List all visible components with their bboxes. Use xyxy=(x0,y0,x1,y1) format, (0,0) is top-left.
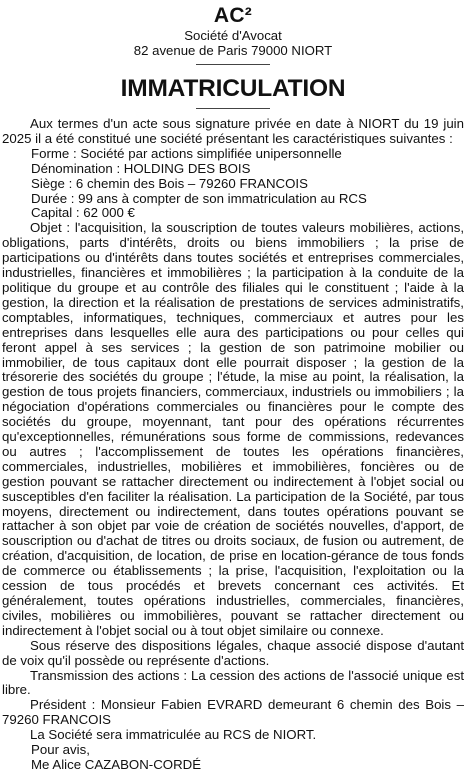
firm-type: Société d'Avocat xyxy=(184,28,282,43)
capital-field: Capital : 62 000 € xyxy=(31,205,135,221)
notice-title: IMMATRICULATION xyxy=(120,75,346,102)
closing-line: Pour avis, xyxy=(31,742,90,758)
firm-address: 82 avenue de Paris 79000 NIORT xyxy=(133,43,333,58)
siege-field: Siège : 6 chemin des Bois – 79260 FRANCOIS xyxy=(31,175,308,191)
firm-name: AC² xyxy=(213,4,253,27)
voting-paragraph: Sous réserve des dispositions légales, chaque associé dispose d'autant de voix qu'il possède ou représente d'actions. xyxy=(2,637,464,668)
title-divider xyxy=(196,108,270,109)
notice-body xyxy=(2,117,464,773)
objet-paragraph: Objet : l'acquisition, la souscription de toutes valeurs mobilières, actions, obligations, parts d'intérêts, droits ou biens immobiliers ; la prise de participations ou d'intérêts dans toutes sociétés et entreprises commerciales, industrielles, financières et immobilières ; la participation à la conduite de la politique du groupe et au contrôle des filiales qui le constituent ; l'aide à la gestion, la direction et la réalisation de prestations de services administratifs, comptables, informatiques, techniques, commerciaux et autres pour les entreprises dans lesquelles elle aura des participations ou pour celles qui feront appel à ses services ; la gestion de son patrimoine mobilier ou immobilier, de tous capitaux dont elle pourrait disposer ; la gestion de la trésorerie des sociétés du groupe ; l'étude, la mise au point, la réalisation, la gestion de tous projets financiers, commerciaux, industriels ou immobiliers ; la négociation d'opérations commerciales ou financières pour le compte des sociétés du groupe, moyennant, tant pour des opérations récurrentes qu'exceptionnelles, rémunérations sous forme de commissions, redevances ou autres ; l'accomplissement de toutes les opérations financières, commerciales, industrielles, mobilières et immobilières, foncières ou de gestion pouvant se rattacher directement ou indirectement à l'objet social ou susceptibles d'en faciliter la réalisation. La participation de la Société, par tous moyens, directement ou indirectement, dans toutes opérations pouvant se rattacher à son objet par voie de création de sociétés nouvelles, d'apport, de souscription ou d'achat de titres ou droits sociaux, de fusion ou autrement, de création, d'acquisition, de location, de prise en location-gérance de tous fonds de commerce ou établissements ; la prise, l'acquisition, l'exploitation ou la cession de tous procédés et brevets concernant ces activités. Et généralement, toutes opérations industrielles, commerciales, financières, civiles, mobilières ou immobilières, pouvant se rattacher directement ou indirectement à l'objet social ou à tout objet similaire ou connexe. xyxy=(2,220,464,638)
transmission-paragraph: Transmission des actions : La cession des actions de l'associé unique est libre. xyxy=(2,667,464,698)
signatory-name: Me Alice CAZABON-CORDÉ xyxy=(31,756,202,772)
registration-paragraph: La Société sera immatriculée au RCS de NIORT. xyxy=(30,727,317,743)
header-divider xyxy=(196,64,270,65)
intro-paragraph: Aux termes d'un acte sous signature privée en date à NIORT du 19 juin 2025 il a été constitué une société présentant les caractéristiques suivantes : xyxy=(2,116,464,146)
president-paragraph: Président : Monsieur Fabien EVRARD demeurant 6 chemin des Bois – 79260 FRANCOIS xyxy=(2,697,464,728)
denomination-field: Dénomination : HOLDING DES BOIS xyxy=(31,160,251,176)
notice-header xyxy=(2,0,464,109)
duree-field: Durée : 99 ans à compter de son immatriculation au RCS xyxy=(31,190,367,206)
forme-field: Forme : Société par actions simplifiée unipersonnelle xyxy=(31,145,342,161)
